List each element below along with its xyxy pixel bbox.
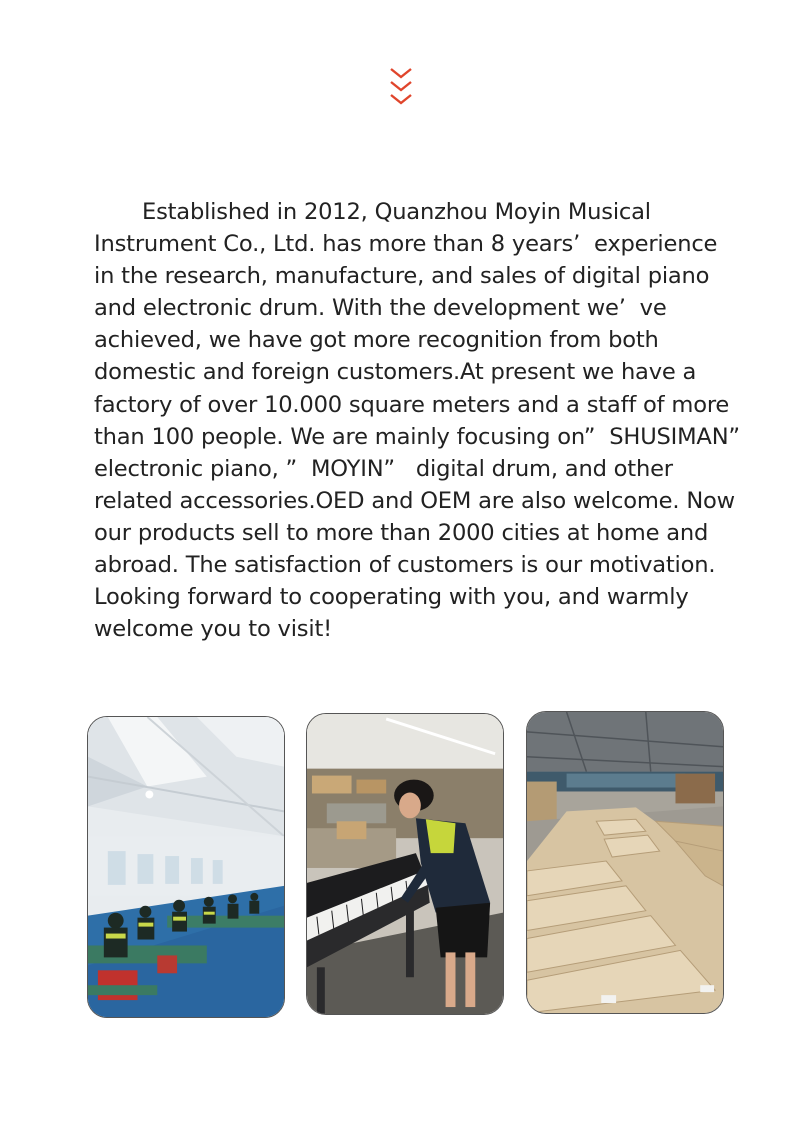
warehouse-photo bbox=[526, 711, 724, 1014]
intro-line: related accessories.OED and OEM are also welcome. Now bbox=[94, 487, 735, 514]
intro-line: than 100 people. We are mainly focusing on” SHUSIMAN” bbox=[94, 423, 740, 450]
intro-line: Instrument Co., Ltd. has more than 8 years’ experience bbox=[94, 231, 718, 258]
intro-line: welcome you to visit! bbox=[94, 616, 332, 643]
intro-line: Looking forward to cooperating with you, and warmly bbox=[94, 584, 689, 611]
intro-line: our products sell to more than 2000 cities at home and bbox=[94, 519, 709, 546]
intro-line: factory of over 10.000 square meters and a staff of more bbox=[94, 391, 730, 418]
triple-chevron-down-icon bbox=[388, 66, 414, 108]
intro-line: domestic and foreign customers.At present we have a bbox=[94, 359, 697, 386]
intro-line: abroad. The satisfaction of customers is our motivation. bbox=[94, 552, 716, 579]
company-introduction bbox=[94, 196, 740, 645]
workshop-photo bbox=[87, 716, 285, 1018]
intro-line: in the research, manufacture, and sales of digital piano bbox=[94, 263, 710, 290]
piano-assembly-photo bbox=[306, 713, 504, 1015]
intro-line: Established in 2012, Quanzhou Moyin Musical bbox=[142, 199, 651, 225]
intro-line: electronic piano, ” MOYIN” digital drum, and other bbox=[94, 455, 673, 482]
intro-line: achieved, we have got more recognition from both bbox=[94, 327, 659, 354]
intro-line: and electronic drum. With the development we’ ve bbox=[94, 295, 667, 322]
